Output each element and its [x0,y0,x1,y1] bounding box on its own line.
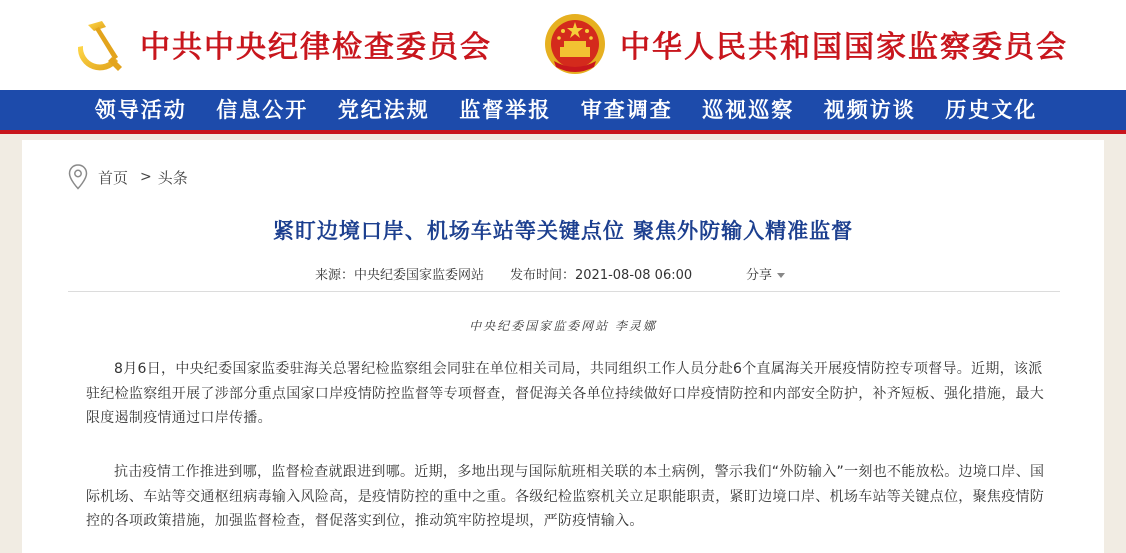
national-emblem-icon [542,11,608,77]
nsc-brand[interactable] [542,4,1068,84]
article-panel [22,140,1104,553]
nav-item-video[interactable]: 视频访谈 [823,97,916,122]
article-paragraph: 8月6日，中央纪委国家监委驻海关总署纪检监察组会同驻在单位相关司局，共同组织工作人员分赴6个直属海关开展疫情防控专项督导。近期，该派驻纪检监察组开展了涉部分重点国家口岸疫情防控监督等专项督查，督促海关各单位持续做好口岸疫情防控和内部安全防护，补齐短板、强化措施，最大限度遏制疫情通过口岸传播。 [86,361,1045,426]
meta-divider [68,291,1060,292]
nav-item-leadership[interactable]: 领导活动 [94,97,187,122]
article-paragraph: 抗击疫情工作推进到哪，监督检查就跟进到哪。近期，多地出现与国际航班相关联的本土病例，警示我们“外防输入”一刻也不能放松。边境口岸、国际机场、车站等交通枢纽病毒输入风险高，是疫情防控的重中之重。各级纪检监察机关立足职能职责，紧盯边境口岸、机场车站等关键点位，聚焦疫情防控的各项政策措施，加强监督检查，督促落实到位，推动筑牢防控堤坝，严防疫情输入。 [86,464,1045,529]
article-source: 来源：中央纪委国家监委网站 [315,268,485,283]
main-nav [0,90,1126,134]
nav-item-reporting[interactable]: 监督举报 [459,97,552,122]
breadcrumb-separator: > [140,169,152,185]
nav-item-regulations[interactable]: 党纪法规 [337,97,430,122]
nav-item-history[interactable]: 历史文化 [945,97,1038,122]
article-meta [22,264,1104,284]
breadcrumb-home-link[interactable]: 首页 [98,168,129,187]
party-emblem-icon [68,13,130,75]
share-button[interactable] [746,264,785,283]
nav-item-investigation[interactable]: 审查调查 [580,97,673,122]
article-byline: 中央纪委国家监委网站 李灵娜 [469,319,657,333]
location-pin-icon [68,164,88,190]
nav-item-disclosure[interactable]: 信息公开 [216,97,309,122]
ccdi-title: 中共中央纪律检查委员会 [140,30,492,65]
share-label: 分享 [746,268,773,283]
ccdi-brand[interactable] [68,4,492,84]
nsc-title: 中华人民共和国国家监察委员会 [620,30,1068,65]
breadcrumb [68,164,188,190]
site-header [0,0,1126,90]
article-publish-time: 发布时间：2021-08-08 06:00 [510,268,693,283]
article-title: 紧盯边境口岸、机场车站等关键点位 聚焦外防输入精准监督 [272,219,854,243]
nav-item-inspection[interactable]: 巡视巡察 [702,97,795,122]
breadcrumb-current[interactable]: 头条 [157,168,188,187]
chevron-down-icon [777,273,785,278]
